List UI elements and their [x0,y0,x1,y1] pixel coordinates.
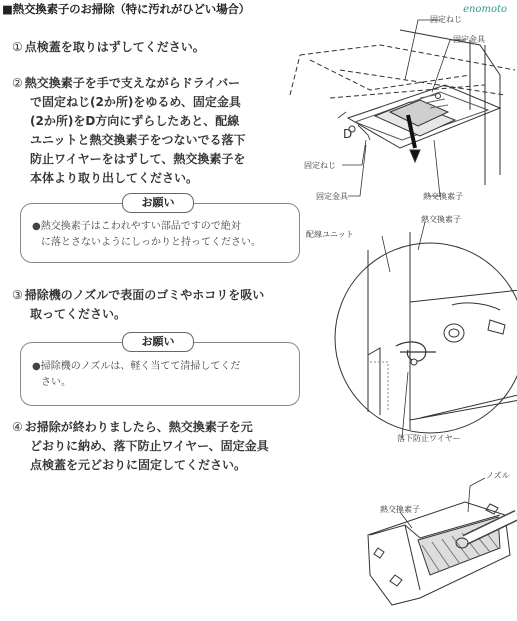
detail-circle-diagram [335,222,517,438]
step-line: 取ってください。 [30,307,127,321]
note-tag: お願い [122,332,194,352]
step-line: 熱交換素子を手で支えながらドライバー [24,76,241,90]
label-nozzle: ノズル [486,471,510,480]
step-line: 防止ワイヤーをはずして、熱交換素子を [30,152,246,166]
label-kotei-neji-bottom: 固定ねじ [304,161,336,170]
label-kotei-neji-top: 固定ねじ [430,15,462,24]
step-line: どおりに納め、落下防止ワイヤー、固定金具 [30,439,269,453]
step-number: ③ [12,288,23,302]
note-line: さい。 [41,377,71,388]
step-number: ④ [12,420,23,434]
page-heading: ■熱交換素子のお掃除（特に汚れがひどい場合） [2,2,250,16]
step-line: お掃除が終わりましたら、熱交換素子を元 [24,420,253,434]
note-line: ●熱交換素子はこわれやすい部品ですので絶対 [32,221,241,232]
label-netsu-koukan-1: 熱交換素子 [423,192,463,201]
step-line: 本体より取り出してください。 [30,171,199,185]
label-haisen-unit: 配線ユニット [306,230,354,239]
label-kotei-kanagu-bottom: 固定金具 [316,192,348,201]
note-line: ●掃除機のノズルは、軽く当てて清掃してくだ [32,361,241,372]
label-d-direction: D [343,127,353,141]
step-line: で固定ねじ(2か所)をゆるめ、固定金具 [30,95,241,109]
step-line: ユニットと熱交換素子をつないでる落下 [30,133,246,147]
watermark: enomoto [463,4,507,15]
step-line: 点検蓋を元どおりに固定してください。 [30,458,247,472]
step-line: 点検蓋を取りはずしてください。 [24,40,205,54]
label-netsu-koukan-3: 熱交換素子 [380,505,420,514]
note-tag: お願い [122,193,194,213]
label-netsu-koukan-2: 熱交換素子 [421,215,461,224]
note-line: に落とさないようにしっかりと持ってください。 [41,237,261,248]
step-number: ② [12,76,23,90]
step-line: (2か所)をD方向にずらしたあと、配線 [30,114,240,128]
step-number: ① [12,40,23,54]
nozzle-cleaning-diagram [368,478,517,605]
label-rakka-wire: 落下防止ワイヤー [397,434,461,443]
label-kotei-kanagu-top: 固定金具 [453,35,485,44]
step-line: 掃除機のノズルで表面のゴミやホコリを吸い [24,288,265,302]
